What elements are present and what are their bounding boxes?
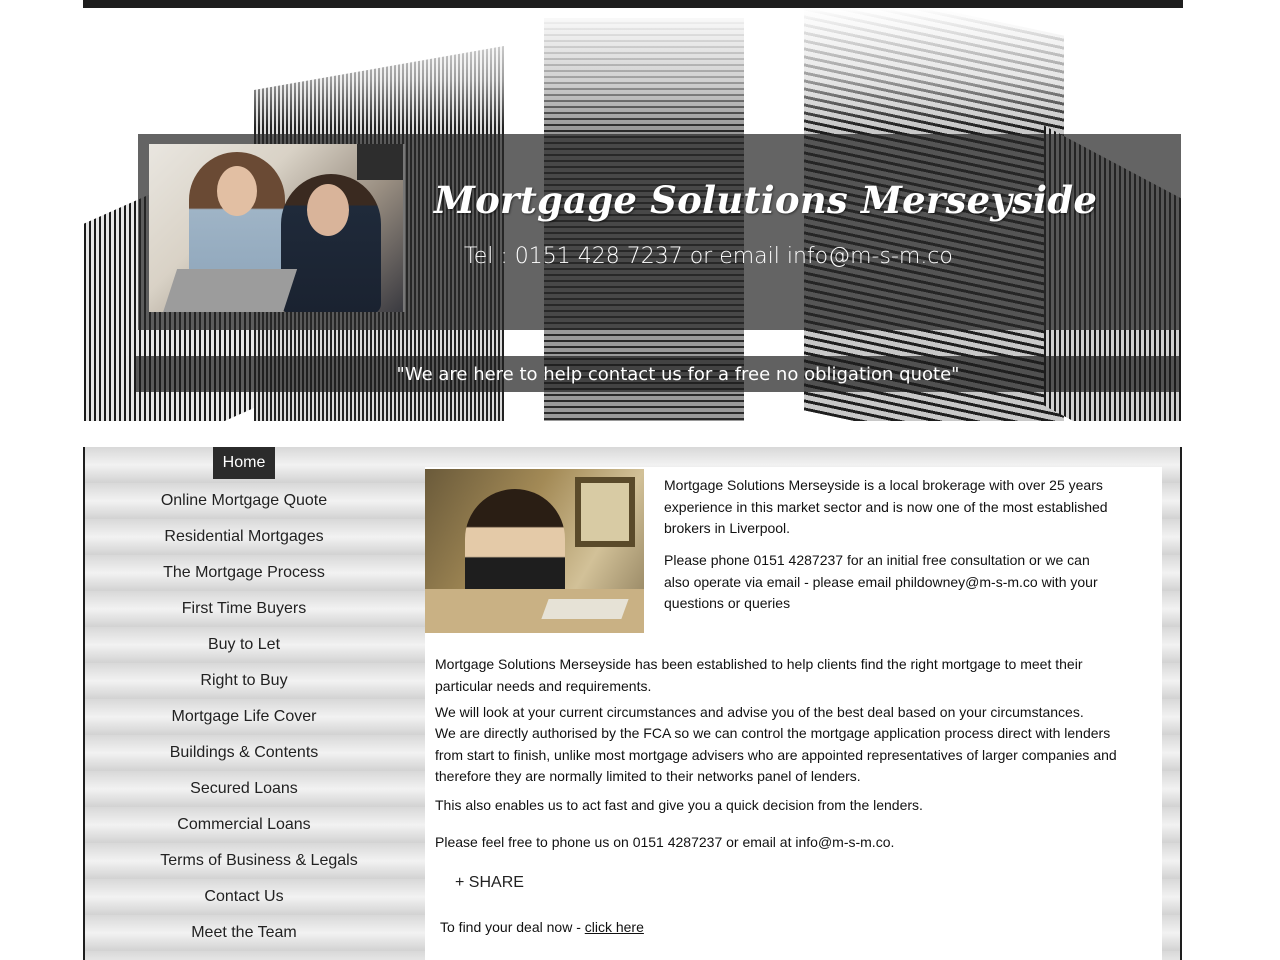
nav-item-right-to-buy[interactable]: Right to Buy xyxy=(200,672,288,689)
banner-overlay-panel xyxy=(138,134,1181,330)
wall-frame xyxy=(575,477,635,547)
sidebar-nav xyxy=(85,447,403,951)
nav-item-online-mortgage-quote[interactable]: Online Mortgage Quote xyxy=(160,492,328,509)
nav-item-meet-the-team[interactable]: Meet the Team xyxy=(191,924,297,941)
nav-item-terms-legals[interactable]: Terms of Business & Legals xyxy=(160,852,358,869)
lamp xyxy=(357,144,403,180)
nav-item-commercial-loans[interactable]: Commercial Loans xyxy=(177,816,311,833)
nav-item-mortgage-life-cover[interactable]: Mortgage Life Cover xyxy=(171,708,317,725)
site-title: Mortgage Solutions Merseyside xyxy=(434,178,1098,222)
share-button[interactable]: + SHARE xyxy=(455,874,524,891)
contact-paragraph: Please feel free to phone us on 0151 4287237 or email at info@m-s-m.co. xyxy=(435,834,895,850)
top-bar xyxy=(83,0,1183,8)
advisor-on-phone-photo xyxy=(425,469,644,633)
banner-fade xyxy=(84,8,1181,128)
man-face xyxy=(307,184,349,236)
circumstances-paragraph: We will look at your current circumstances and advise you of the best deal based on your circumstances. xyxy=(435,704,1084,720)
nav-item-buildings-contents[interactable]: Buildings & Contents xyxy=(169,744,319,761)
laptop xyxy=(161,269,297,312)
advisors-photo xyxy=(149,144,405,312)
nav-item-mortgage-process[interactable]: The Mortgage Process xyxy=(163,564,325,581)
nav-item-home[interactable]: Home xyxy=(213,447,275,479)
intro-paragraph: Mortgage Solutions Merseyside is a local brokerage with over 25 years experience in this market sector and is now one of the most established brokers in Liverpool. xyxy=(664,477,1108,536)
nav-item-contact-us[interactable]: Contact Us xyxy=(204,888,284,905)
find-deal-line xyxy=(440,919,644,935)
nav-item-first-time-buyers[interactable]: First Time Buyers xyxy=(181,600,307,617)
header-contact: Tel : 0151 428 7237 or email info@m-s-m.co xyxy=(464,244,953,269)
nav-item-buy-to-let[interactable]: Buy to Let xyxy=(207,636,281,653)
fast-paragraph: This also enables us to act fast and give you a quick decision from the lenders. xyxy=(435,797,923,813)
click-here-link[interactable]: click here xyxy=(584,919,644,935)
find-deal-text: To find your deal now - xyxy=(440,919,585,935)
keyboard xyxy=(541,599,628,619)
fca-paragraph: We are directly authorised by the FCA so we can control the mortgage application process direct with lenders from start to finish, unlike most mortgage advisers who are appointed representatives of larger companies and therefore they are normally limited to their networks panel of lenders. xyxy=(435,725,1117,784)
nav-item-residential-mortgages[interactable]: Residential Mortgages xyxy=(164,528,324,545)
nav-item-secured-loans[interactable]: Secured Loans xyxy=(190,780,298,797)
established-paragraph: Mortgage Solutions Merseyside has been established to help clients find the right mortgage to meet their particular needs and requirements. xyxy=(435,656,1083,694)
header-banner xyxy=(84,8,1181,421)
phone-paragraph: Please phone 0151 4287237 for an initial free consultation or we can also operate via email - please email phildowney@m-s-m.co with your questions or queries xyxy=(664,552,1098,611)
tagline: "We are here to help contact us for a free no obligation quote" xyxy=(396,364,960,385)
content-panel xyxy=(425,467,1162,960)
woman-face xyxy=(217,166,257,216)
